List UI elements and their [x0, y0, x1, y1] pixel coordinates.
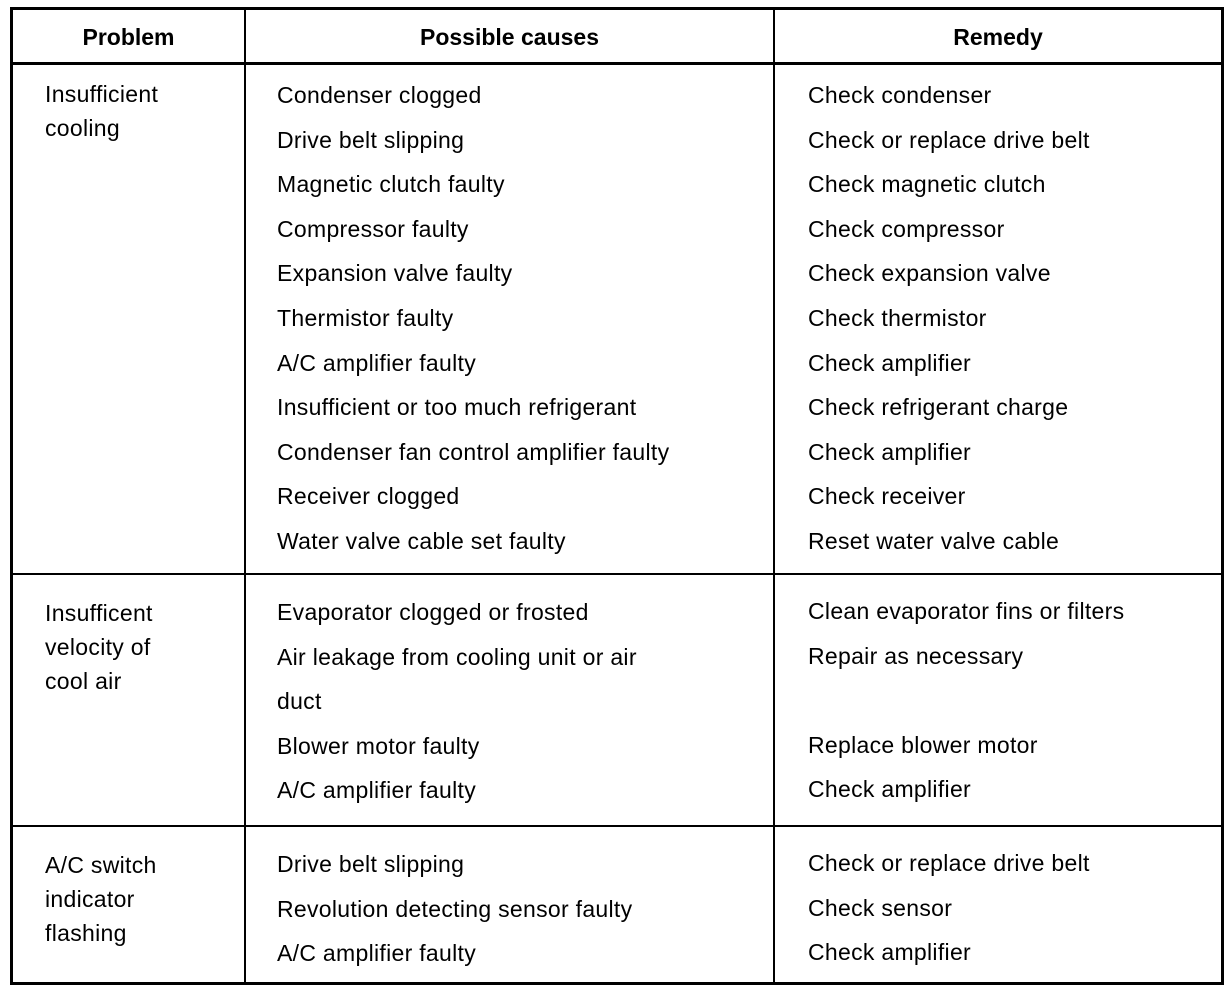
cause-item: Evaporator clogged or frosted — [277, 599, 589, 625]
cause-item: Drive belt slipping — [277, 126, 465, 153]
remedies-list — [808, 80, 1090, 571]
cause-item: Insufficient or too much refrigerant — [277, 394, 637, 421]
remedy-item: Reset water valve cable — [808, 527, 1060, 554]
cause-item: Expansion valve faulty — [277, 260, 513, 287]
remedy-item: Check refrigerant charge — [808, 394, 1069, 421]
column-divider — [244, 10, 246, 982]
remedy-item: Check amplifier — [808, 349, 971, 376]
cause-item: A/C amplifier faulty — [277, 349, 477, 376]
cause-item: A/C amplifier faulty — [277, 940, 477, 967]
cause-item: Blower motor faulty — [277, 732, 480, 759]
cause-item: Drive belt slipping — [277, 851, 465, 877]
remedies-list — [808, 596, 1124, 819]
header-remedy: Remedy — [953, 24, 1043, 50]
header-possible-causes: Possible causes — [420, 24, 599, 50]
remedy-item — [808, 685, 1124, 730]
cause-item: Revolution detecting sensor faulty — [277, 895, 633, 922]
remedy-item: Repair as necessary — [808, 642, 1024, 669]
cause-item: duct — [277, 688, 322, 715]
remedy-item: Check compressor — [808, 215, 1005, 242]
remedy-item: Check sensor — [808, 894, 953, 921]
remedy-item: Clean evaporator fins or filters — [808, 598, 1125, 624]
problem-insufficent-velocity: Insufficent velocity of cool air — [45, 600, 153, 694]
cause-item: Thermistor faulty — [277, 304, 454, 331]
remedy-item: Check condenser — [808, 82, 992, 108]
remedy-item: Check receiver — [808, 483, 966, 510]
remedy-item: Check expansion valve — [808, 260, 1051, 287]
cause-item: Condenser fan control amplifier faulty — [277, 438, 670, 465]
cause-item: Water valve cable set faulty — [277, 527, 566, 554]
causes-list — [277, 597, 637, 820]
remedy-item: Check or replace drive belt — [808, 126, 1090, 153]
remedy-item: Replace blower motor — [808, 731, 1038, 758]
row-divider — [13, 573, 1221, 575]
cause-item: Condenser clogged — [277, 82, 482, 108]
cause-item: Magnetic clutch faulty — [277, 171, 505, 198]
cause-item: Compressor faulty — [277, 215, 469, 242]
cause-item: Receiver clogged — [277, 483, 460, 510]
troubleshooting-table — [10, 7, 1224, 985]
row-divider — [13, 825, 1221, 827]
remedy-item: Check amplifier — [808, 939, 971, 966]
remedy-item: Check magnetic clutch — [808, 171, 1046, 198]
header-divider — [13, 62, 1221, 65]
causes-list — [277, 849, 632, 983]
cause-item: Air leakage from cooling unit or air — [277, 643, 637, 670]
problem-insufficient-cooling: Insufficient cooling — [45, 81, 159, 141]
problem-ac-switch-indicator: A/C switch indicator flashing — [45, 852, 157, 946]
remedy-item: Check amplifier — [808, 438, 971, 465]
remedy-item: Check thermistor — [808, 304, 987, 331]
column-divider — [773, 10, 775, 982]
cause-item: A/C amplifier faulty — [277, 777, 477, 804]
remedies-list — [808, 848, 1090, 982]
header-problem: Problem — [82, 24, 175, 50]
causes-list — [277, 80, 669, 571]
remedy-item: Check or replace drive belt — [808, 850, 1090, 876]
remedy-item: Check amplifier — [808, 776, 971, 803]
